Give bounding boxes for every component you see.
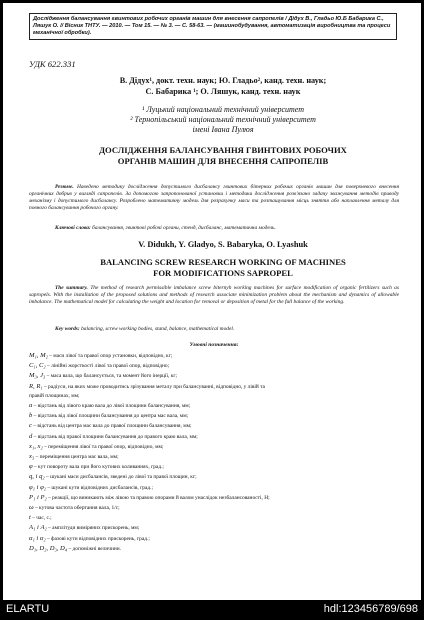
notation-symbol: d (29, 432, 33, 440)
notation-item (29, 544, 399, 554)
notation-description: – радіуси, на яких може проводитись зрізування металу при балансуванні, відповідно, у лівій та (44, 383, 265, 390)
repository-name: ELARTU (6, 603, 50, 615)
notation-item (29, 421, 399, 431)
affiliations (63, 105, 383, 135)
notation-description: – кут повороту вала при його кутових коливаннях, град.; (34, 464, 164, 471)
abstract-ukrainian (29, 184, 399, 212)
notation-description: правій площинах, мм; (29, 392, 80, 399)
authors-line: В. Дідух¹, докт. техн. наук; Ю. Гладьо², канд. техн. наук; (119, 76, 327, 85)
notation-item (29, 462, 399, 472)
udc-code: УДК 622.331 (29, 59, 76, 69)
authors-line: С. Бабарика ¹; О. Ляшук, канд. техн. наук (145, 87, 301, 96)
notation-description: – фазові кути відповідних прискорень, град.; (47, 535, 150, 542)
notation-item (29, 503, 399, 513)
notation-item (29, 382, 399, 392)
abstract-english (29, 285, 399, 306)
notation-item (29, 371, 399, 381)
notation-symbol: A₁ і A₂ (29, 524, 47, 532)
notation-symbol: x₃ (29, 453, 35, 461)
notation-heading: Умовні позначення: (189, 342, 239, 348)
citation-box: Дослідження балансування гвинтових робочих органів машин для внесення сапропелів / Дідух В., Гладьо Ю.Б Бабарика С., Ляшук О. // Вісник ТНТУ. — 2010. — Том 15. — № 3. — С. 58-63. — (машинобудування, автоматизація виробництва та процеси механічної обробки). (29, 13, 397, 40)
notation-symbol: b (29, 412, 33, 420)
notation-symbol: M₃, J₃ (29, 372, 46, 380)
notation-symbol: P₁ і P₂ (29, 493, 47, 501)
notation-description: – реакції, що виникають між лівою та правою опорами й валом унаслідок незбалансованості, Н; (48, 494, 270, 501)
notation-item (29, 483, 399, 493)
notation-symbol: C₁, C₂ (29, 362, 46, 370)
notation-symbol: ω (29, 504, 34, 512)
handle-link[interactable]: hdl:123456789/698 (323, 603, 418, 615)
notation-item (29, 442, 399, 452)
notation-symbol: φ₁ і φ₂ (29, 483, 47, 491)
notation-description: – переміщення центра мас вала, мм; (35, 454, 119, 461)
notation-item (29, 392, 399, 401)
notation-item (29, 401, 399, 411)
notation-item (29, 523, 399, 533)
notation-item (29, 513, 399, 523)
keywords-text: balancing, screw working bodies, stand, balance, mathematical model. (81, 326, 235, 332)
notation-description: – відстань від правої площини балансування до правого краю вала, мм; (33, 433, 198, 440)
keywords-ukrainian (55, 225, 399, 232)
notation-symbol: q, i q₂ (29, 473, 45, 481)
notation-item (29, 361, 399, 371)
title-line: FOR MODIFICATIONS SAPROPEL (153, 268, 293, 278)
notation-item (29, 432, 399, 442)
title-line: BALANCING SCREW RESEARCH WORKING OF MACHINES (100, 257, 346, 267)
title-ukrainian (43, 145, 403, 167)
authors-english: V. Didukh, Y. Gladyo, S. Babaryka, O. Lyashuk (138, 240, 308, 249)
notation-symbol: R, R₁ (29, 382, 43, 390)
notation-description: – лінійні жорсткості лівої та правої опор, відповідно; (47, 363, 170, 370)
notation-description: – кутова частота обертання вала, 1/с; (35, 505, 120, 512)
abstract-label: Резюме. (55, 184, 74, 190)
notation-description: – маси лівої та правої опор установки, відповідно, кг; (49, 353, 173, 359)
abstract-label: The summary. (55, 285, 88, 291)
notation-description: – амплітуди виміряних прискорень, мм; (48, 525, 140, 532)
notation-description: – шукані кути відповідних дисбалансів, град.; (47, 484, 153, 491)
notation-item (29, 472, 399, 482)
notation-item (29, 493, 399, 503)
notation-symbol: φ (29, 463, 33, 471)
affiliation-line: ² Тернопільський національний технічний університет (130, 115, 316, 124)
document-page (3, 3, 421, 600)
notation-symbol: α₁ і α₂ (29, 534, 46, 542)
notation-description: – відстань від лівого краю вала до лівої площини балансування, мм; (33, 403, 191, 410)
notation-item (29, 452, 399, 462)
notation-symbol: a (29, 402, 33, 410)
notation-description: – час, с.; (32, 515, 52, 522)
notation-symbol: D₁, D₂, D₃, D₄ (29, 544, 68, 552)
notation-symbol: x₁, x₂ (29, 442, 43, 450)
keywords-text: балансування, гвинтові робочі органи, стенд, дисбаланс, математична модель. (92, 225, 276, 231)
repository-footer (0, 600, 424, 620)
title-english (43, 257, 403, 279)
notation-description: – допоміжні величини. (68, 545, 121, 552)
notation-description: – відстань від центра мас вала до правої площини балансування, мм; (33, 423, 192, 430)
authors-ukrainian (73, 75, 373, 97)
notation-item (29, 411, 399, 421)
keywords-english (55, 326, 399, 333)
keywords-label: Key words: (55, 326, 80, 332)
notation-description: – шукані маси дисбалансів, зведені до лівої та правої площин, кг; (46, 474, 197, 481)
notation-symbol: t (29, 514, 31, 522)
notation-item (29, 351, 399, 361)
notation-item (29, 534, 399, 544)
notation-list (29, 351, 399, 554)
notation-description: – відстань від лівої площини балансування до центра мас вала, мм; (33, 413, 189, 420)
affiliation-line: ¹ Луцький національний технічний університет (141, 105, 305, 114)
keywords-label: Ключові слова: (55, 225, 91, 231)
notation-description: – маса вала, що балансується, та момент його інерції, кг; (46, 373, 178, 380)
abstract-text: The method of research permissible imbalance screw biternyh working machines for surface modification of organic fertilizers such as sapropels. With the installation of the proposed solutions and methods of research associate minimization problem about the mechanism and dynamics of allowable imbalance. The mathematical model for calculating the weight and location for removal or deposition of metal for the full balance of the working. (29, 285, 399, 305)
notation-symbol: c (29, 422, 32, 430)
notation-description: – переміщення лівої та правої опор, відповідно, мм; (44, 443, 164, 450)
affiliation-line: імені Івана Пулюя (192, 125, 254, 134)
notation-symbol: M₁, M₂ (29, 352, 48, 359)
title-line: ОРГАНІВ МАШИН ДЛЯ ВНЕСЕННЯ САПРОПЕЛІВ (117, 156, 329, 166)
title-line: ДОСЛІДЖЕННЯ БАЛАНСУВАННЯ ГВИНТОВИХ РОБОЧИХ (99, 145, 347, 155)
abstract-text: Наведено методику дослідження допустимого дисбалансу гвинтових бітерних робочих органів машин для поверхневого внесення органічних добрив у вигляді сапропелів. За допомогою запропонованої установки і методики дослідження розв'язано задачу зважування методів приводу механізму і допустимого дисбалансу. Розроблено математичну модель для розрахунку маси та розташування місць зняття або наплавлення металу для повного балансування робочого органу. (29, 184, 399, 211)
